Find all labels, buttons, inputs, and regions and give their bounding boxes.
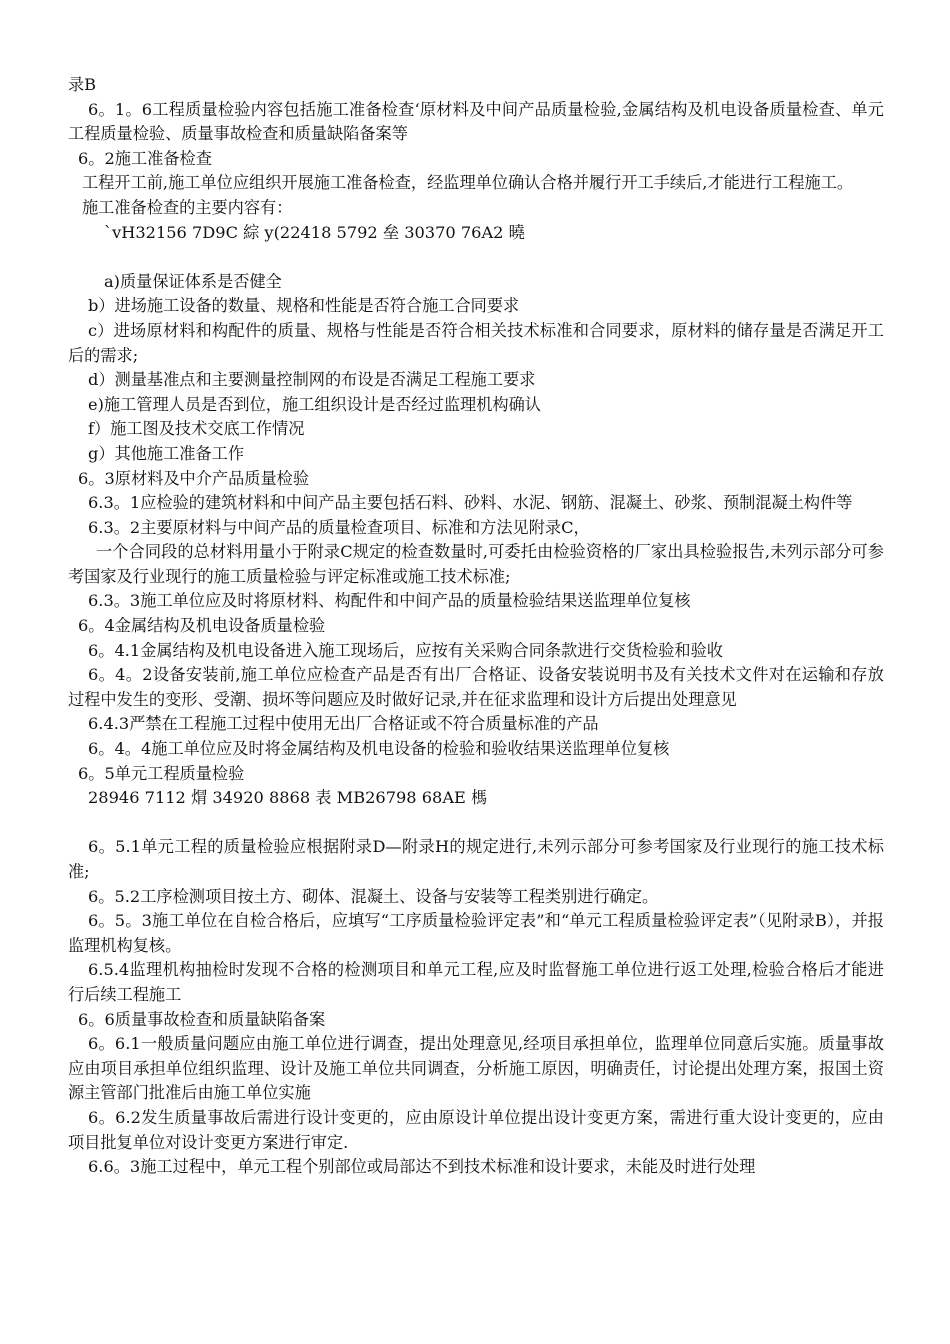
blank-line <box>68 811 884 836</box>
paragraph: 工程开工前,施工单位应组织开展施工准备检查，经监理单位确认合格并履行开工手续后,才能进行工程施工。 <box>82 173 854 193</box>
paragraph: 6。4.1金属结构及机电设备进入施工现场后，应按有关采购合同条款进行交货检验和验收 <box>88 640 723 660</box>
paragraph: f）施工图及技术交底工作情况 <box>88 419 305 439</box>
paragraph: 6.5.4监理机构抽检时发现不合格的检测项目和单元工程,应及时监督施工单位进行返工处理,检验合格后才能进行后续工程施工 <box>68 960 884 1004</box>
paragraph: b）进场施工设备的数量、规格和性能是否符合施工合同要求 <box>88 296 520 316</box>
paragraph: d）测量基准点和主要测量控制网的布设是否满足工程施工要求 <box>88 370 536 390</box>
paragraph: 6.3。3施工单位应及时将原材料、构配件和中间产品的质量检验结果送监理单位复核 <box>88 591 691 611</box>
paragraph: 6.3。2主要原材料与中间产品的质量检查项目、标准和方法见附录C， <box>88 517 590 537</box>
paragraph: 6。6.2发生质量事故后需进行设计变更的，应由原设计单位提出设计变更方案，需进行重大设计变更的，应由项目批复单位对设计变更方案进行审定. <box>68 1107 884 1152</box>
paragraph: a)质量保证体系是否健全 <box>104 271 282 291</box>
paragraph: g）其他施工准备工作 <box>88 443 245 463</box>
paragraph: 28946 7112 焨 34920 8868 表 MB26798 68AE 榪 <box>88 788 488 808</box>
paragraph: 6.3。1应检验的建筑材料和中间产品主要包括石料、砂料、水泥、钢筋、混凝土、砂浆、预制混凝土构件等 <box>88 493 853 513</box>
paragraph: 6.4.3严禁在工程施工过程中使用无出厂合格证或不符合质量标准的产品 <box>88 714 599 734</box>
paragraph: 录B <box>68 75 97 94</box>
paragraph: 6。4。4施工单位应及时将金属结构及机电设备的检验和验收结果送监理单位复核 <box>88 739 670 759</box>
paragraph: 一个合同段的总材料用量小于附录C规定的检查数量时,可委托由检验资格的厂家出具检验报告,未列示部分可参考国家及行业现行的施工质量检验与评定标准或施工技术标准; <box>68 542 884 586</box>
paragraph: 6。4金属结构及机电设备质量检验 <box>78 616 326 636</box>
paragraph: 6。5单元工程质量检验 <box>78 763 245 783</box>
paragraph: 6。6质量事故检查和质量缺陷备案 <box>78 1009 326 1029</box>
paragraph: 施工准备检查的主要内容有： <box>82 197 293 217</box>
paragraph: 6。2施工准备检查 <box>78 148 212 168</box>
paragraph: 6。5.1单元工程的质量检验应根据附录D—附录H的规定进行,未列示部分可参考国家及行业现行的施工技术标准; <box>68 837 884 881</box>
paragraph: e)施工管理人员是否到位，施工组织设计是否经过监理机构确认 <box>88 394 541 414</box>
paragraph: c）进场原材料和构配件的质量、规格与性能是否符合相关技术标准和合同要求，原材料的储存量是否满足开工后的需求; <box>68 320 884 365</box>
paragraph: 6。4。2设备安装前,施工单位应检查产品是否有出厂合格证、设备安装说明书及有关技术文件对在运输和存放过程中发生的变形、受潮、损坏等问题应及时做好记录,并在征求监理和设计方后提出处理意见 <box>68 665 884 709</box>
paragraph: 6.6。3施工过程中，单元工程个别部位或局部达不到技术标准和设计要求，未能及时进行处理 <box>88 1157 756 1177</box>
paragraph: 6。6.1一般质量问题应由施工单位进行调查，提出处理意见,经项目承担单位，监理单位同意后实施。质量事故应由项目承担单位组织监理、设计及施工单位共同调查，分析施工原因，明确责任，讨论提出处理方案，报国土资源主管部门批准后由施工单位实施 <box>68 1034 884 1103</box>
paragraph: 6。3原材料及中介产品质量检验 <box>78 468 310 488</box>
document-page <box>68 73 884 1180</box>
paragraph: 6。5。3施工单位在自检合格后，应填写“工序质量检验评定表”和“单元工程质量检验评定表”（见附录B），并报监理机构复核。 <box>68 911 884 955</box>
paragraph: 6。1。6工程质量检验内容包括施工准备检查‘原材料及中间产品质量检验,金属结构及机电设备质量检查、单元工程质量检验、质量事故检查和质量缺陷备案等 <box>68 99 884 144</box>
paragraph: 6。5.2工序检测项目按土方、砌体、混凝土、设备与安装等工程类别进行确定。 <box>88 886 659 906</box>
paragraph: `vH32156 7D9C 綜 y(22418 5792 垒 30370 76A2 曉 <box>104 222 525 242</box>
blank-line <box>68 245 884 270</box>
